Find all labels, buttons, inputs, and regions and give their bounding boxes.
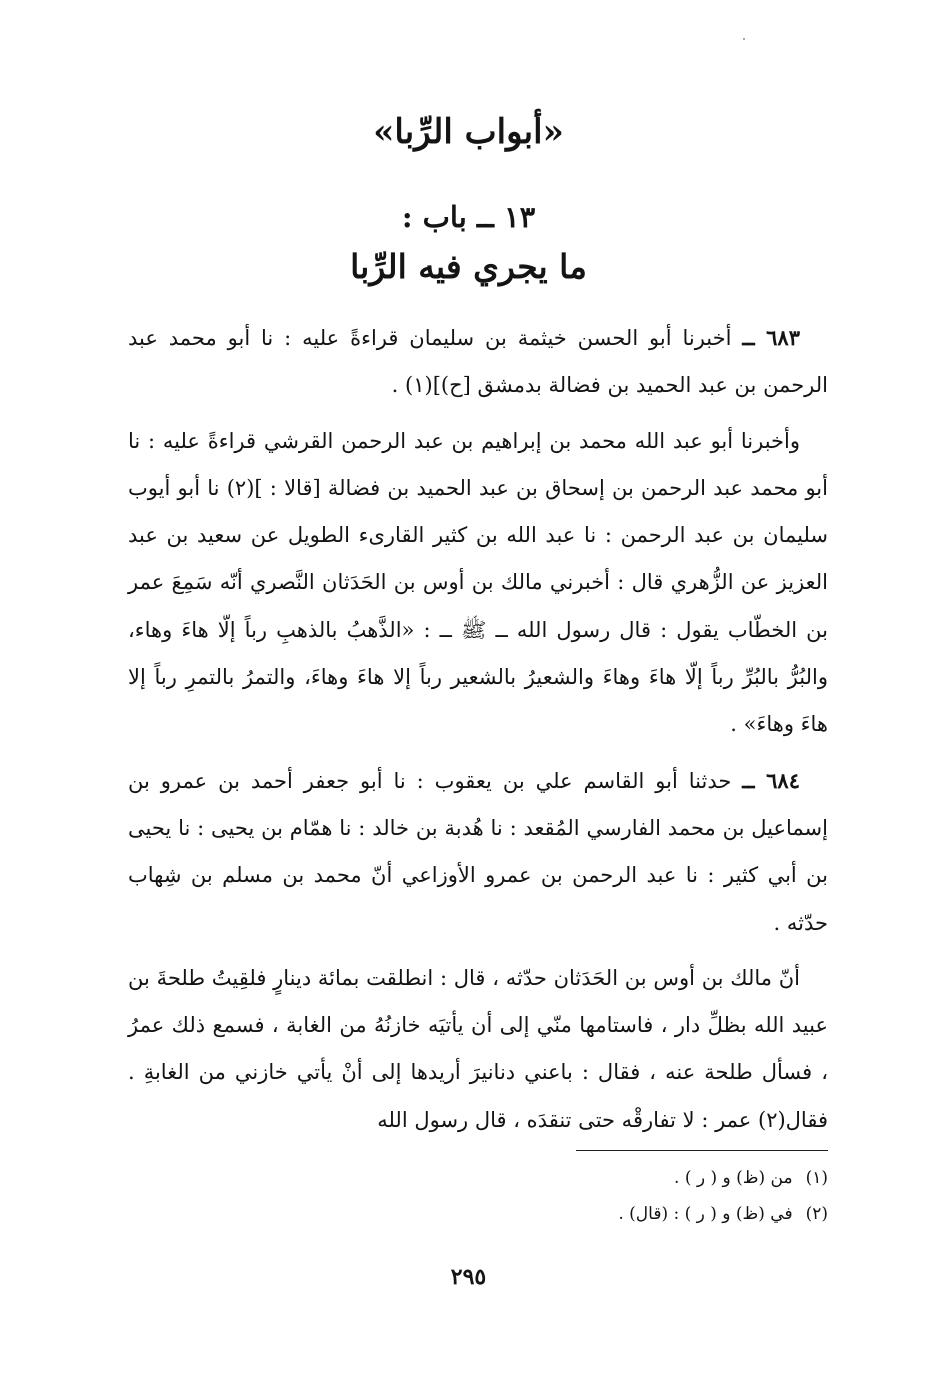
page-number: ٢٩٥: [450, 1264, 487, 1290]
footnote-number: (١): [805, 1168, 828, 1188]
footnote-divider: [576, 1150, 828, 1151]
footnotes: [380, 1160, 828, 1232]
footnote: [380, 1196, 828, 1232]
footnote-text: في (ظ) و ( ر ) : (قال) .: [618, 1204, 793, 1224]
paragraph-text: أخبرنا أبو الحسن خيثمة بن سليمان قراءةً عليه : نا أبو محمد عبد الرحمن بن عبد الحميد بن فضالة بدمشق [ح)](١) .: [128, 326, 828, 398]
hadith-paragraph: [128, 418, 828, 749]
body-text: [128, 314, 828, 1144]
hadith-paragraph: [128, 314, 828, 410]
section-number: ١٣ ــ باب :: [401, 200, 536, 234]
footnote-text: من (ظ) و ( ر ) .: [674, 1168, 793, 1188]
chapter-title: «أبواب الرِّبا»: [373, 112, 564, 152]
hadith-number: ٦٨٤ ــ: [742, 767, 800, 793]
paragraph-text: حدثنا أبو القاسم علي بن يعقوب : نا أبو جعفر أحمد بن عمرو بن إسماعيل بن محمد الفارسي المُقعد : نا هُدبة بن خالد : نا همّام بن يحيى : نا يحيى بن أبي كثير : نا عبد الرحمن بن عمرو الأوزاعي أنّ محمد بن مسلم بن شِهاب حدّثه .: [128, 768, 828, 935]
hadith-paragraph: [128, 757, 828, 947]
footnote-number: (٢): [805, 1204, 828, 1224]
hadith-paragraph: [128, 955, 828, 1144]
hadith-number: ٦٨٣ ــ: [742, 325, 800, 350]
paragraph-text: وأخبرنا أبو عبد الله محمد بن إبراهيم بن عبد الرحمن القرشي قراءةً عليه : نا أبو محمد عبد الرحمن بن إسحاق بن عبد الحميد بن فضالة [قالا : ](٢) نا أبو أيوب سليمان بن عبد الرحمن : نا عبد الله بن كثير القارىء الطويل عن سعيد بن عبد العزيز عن الزُّهري قال : أخبرني مالك بن أوس بن الحَدَثان النَّصري أنّه سَمِعَ عمر بن الخطّاب يقول : قال رسول الله ــ ﷺ ــ : «الذَّهبُ بالذهبِ رباً إلّا هاءَ وهاء، والبُرُّ بالبُرِّ رباً إلّا هاءَ وهاءَ والشعيرُ بالشعير رباً إلا هاءَ وهاءَ، والتمرُ بالتمرِ رباً إلا هاءَ وهاءَ» .: [128, 428, 828, 737]
page-speck: [743, 38, 745, 40]
paragraph-text: أنّ مالك بن أوس بن الحَدَثان حدّثه ، قال : انطلقت بمائة دينارٍ فلقِيتُ طلحةَ بن عبيد الله بظلِّ دار ، فاستامها منّي إلى أن يأتيَه خازنُهُ من الغابة ، فسمع ذلك عمرُ ، فسأل طلحة عنه ، فقال : باعني دنانيرَ أريدها إلى أنْ يأتي خازني من الغابةِ . فقال(٢) عمر : لا تفارقْه حتى تنقدَه ، قال رسول الله: [128, 965, 828, 1132]
footnote: [380, 1160, 828, 1196]
section-title: ما يجري فيه الرِّبا: [350, 247, 587, 286]
